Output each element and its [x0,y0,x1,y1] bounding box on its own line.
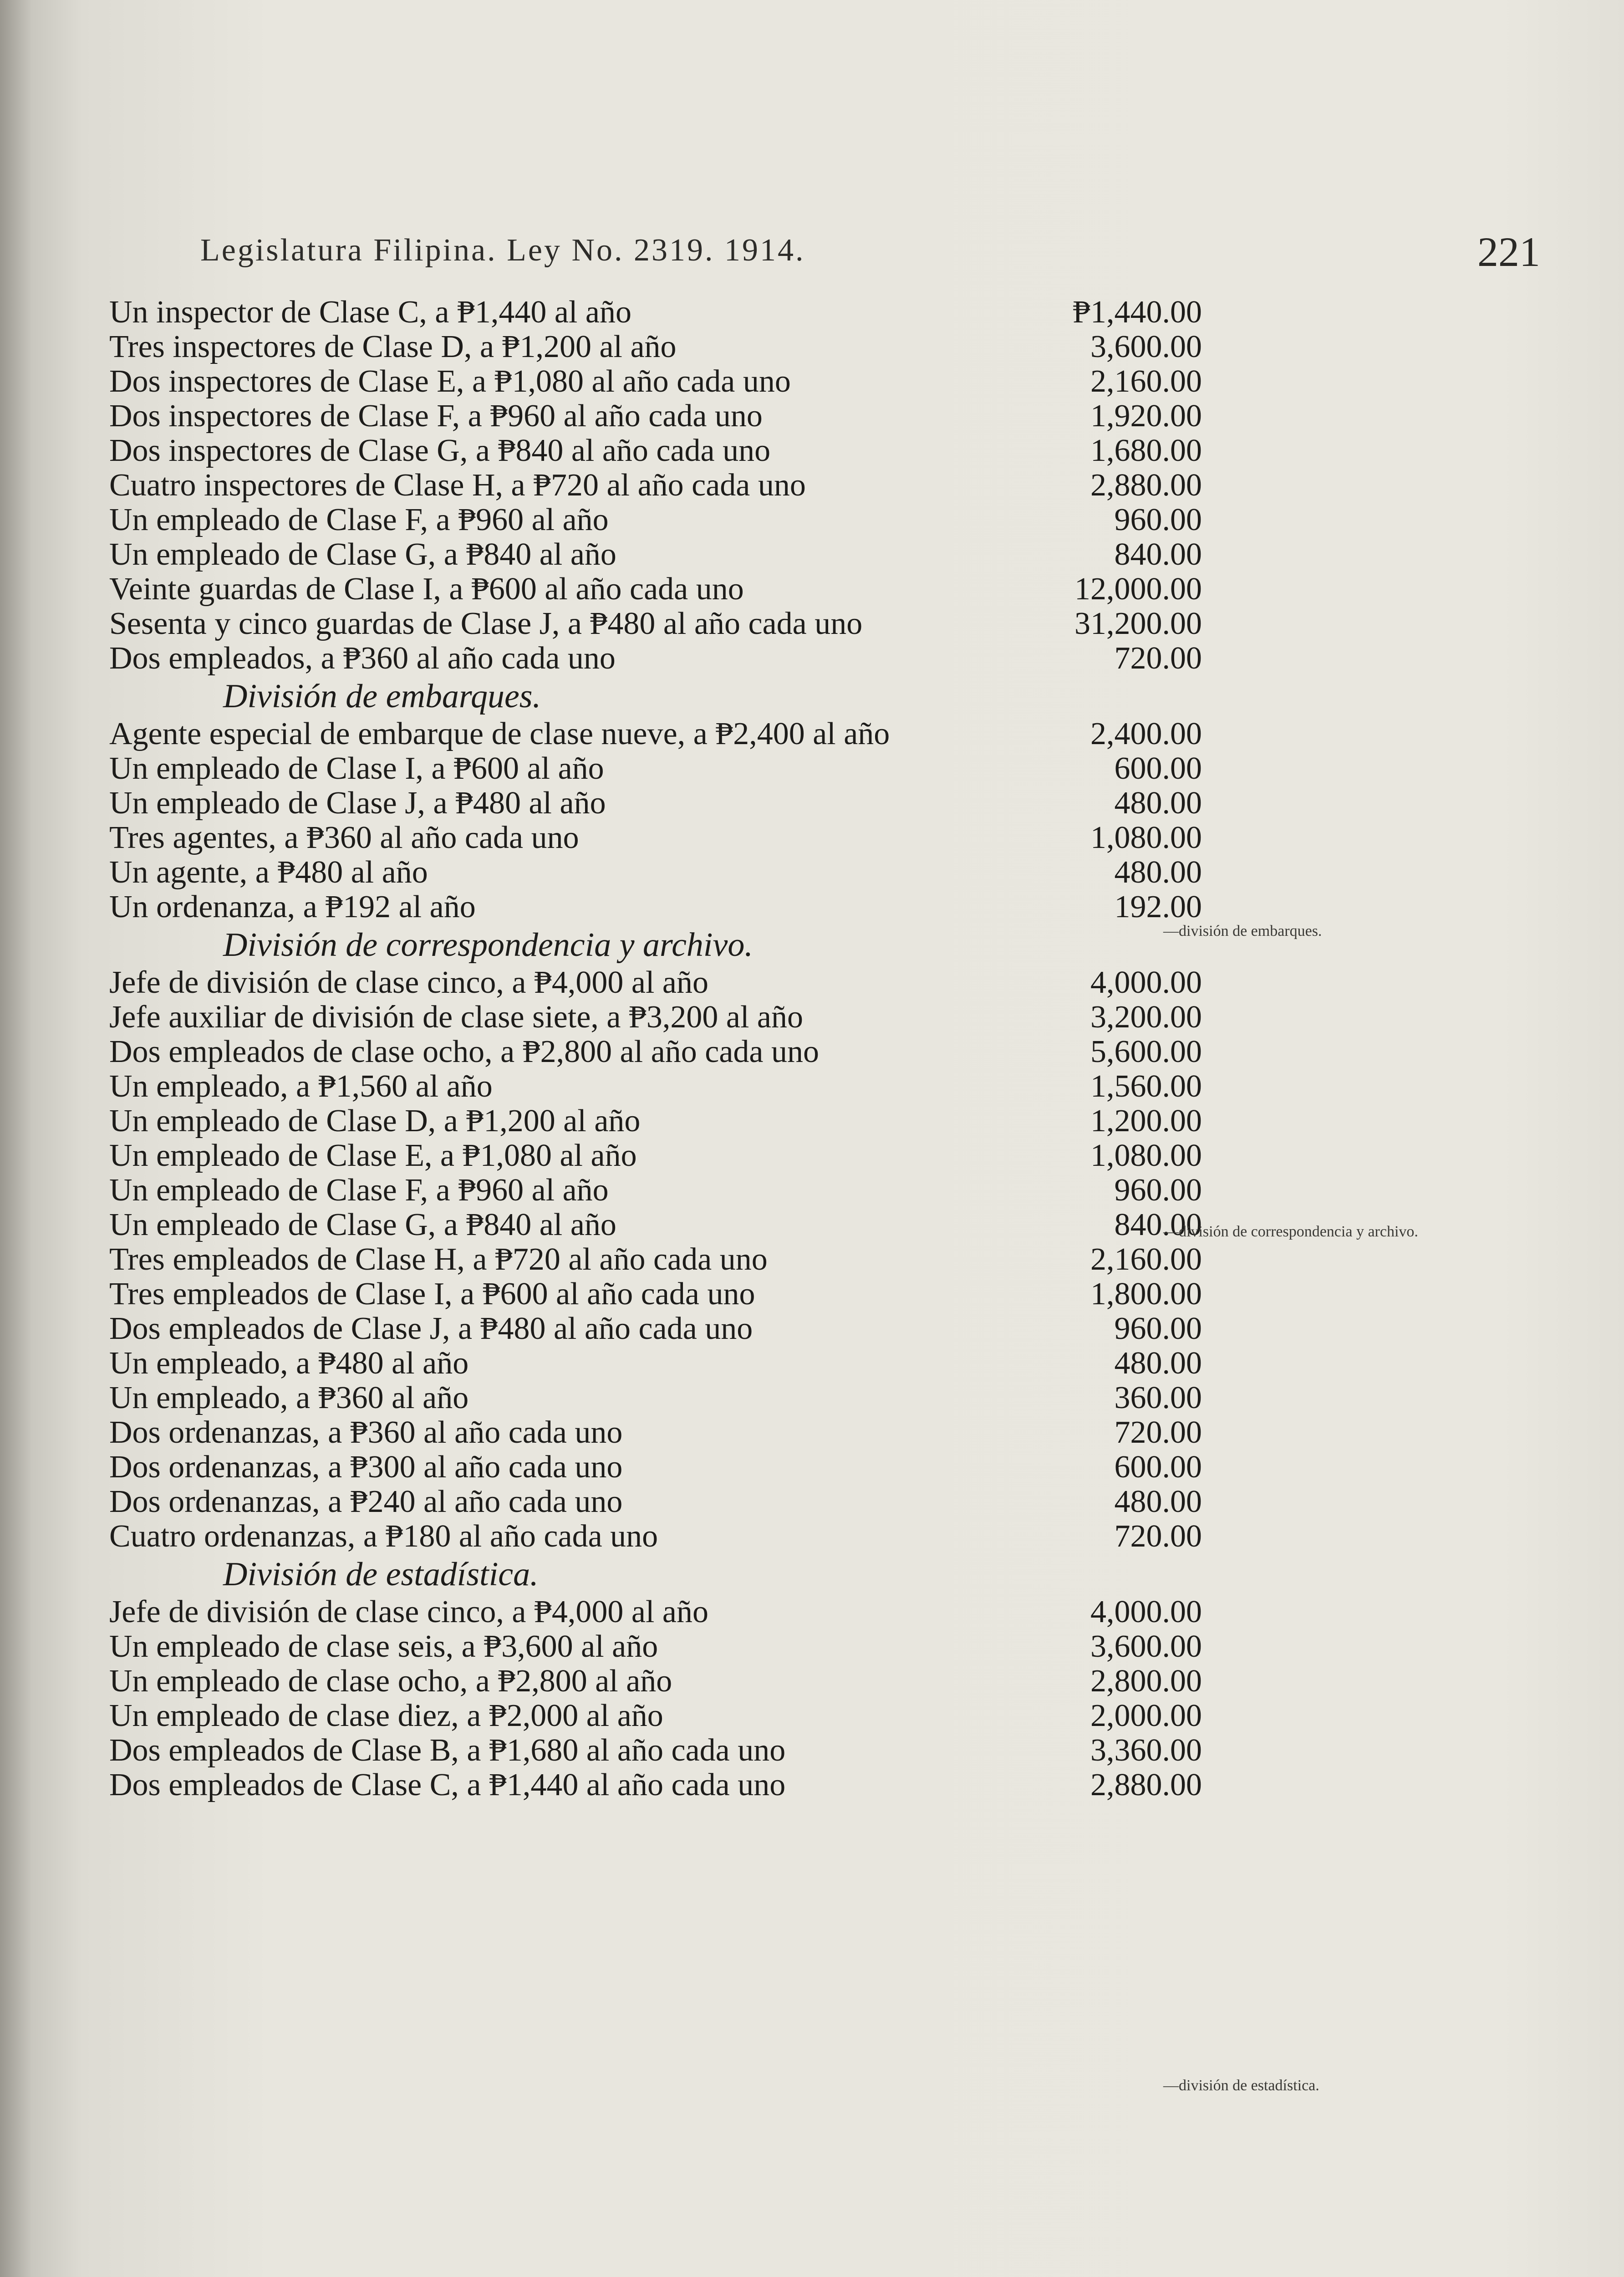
marginal-note: —división de correspondencia y archivo. [1163,1223,1418,1240]
entry-description: Dos empleados de Clase C, a ₱1,440 al año cada uno [109,1767,786,1802]
entry-description: Jefe de división de clase cinco, a ₱4,000 al año [109,965,708,1000]
appropriation-entry [109,890,1202,924]
appropriation-entry [109,1138,1202,1173]
appropriation-entry [109,1312,1202,1346]
appropriation-entry [109,1069,1202,1104]
entry-amount: 600.00 [1114,1450,1202,1485]
entry-amount: 1,680.00 [1090,433,1202,468]
section-heading: División de correspondencia y archivo. [223,926,753,964]
entry-description: Un empleado de Clase F, a ₱960 al año [109,1173,609,1208]
entry-amount: 480.00 [1114,1346,1202,1381]
entry-amount: 12,000.00 [1074,572,1202,607]
appropriation-entry [109,1664,1202,1699]
appropriation-entry [109,399,1202,434]
marginal-note: —división de embarques. [1163,923,1322,939]
entry-description: Un empleado de Clase E, a ₱1,080 al año [109,1138,637,1173]
appropriation-entry [109,364,1202,399]
entry-description: Un empleado de Clase F, a ₱960 al año [109,502,609,537]
entry-description: Un empleado de Clase J, a ₱480 al año [109,786,606,821]
entry-amount: 1,560.00 [1090,1069,1202,1104]
entry-description: Tres inspectores de Clase D, a ₱1,200 al año [109,329,677,364]
entry-amount: 960.00 [1114,1173,1202,1208]
appropriation-entry [109,1035,1202,1069]
entry-amount: 960.00 [1114,502,1202,537]
entry-description: Dos ordenanzas, a ₱240 al año cada uno [109,1484,623,1519]
entry-description: Un empleado de Clase G, a ₱840 al año [109,537,616,572]
entry-description: Un inspector de Clase C, a ₱1,440 al año [109,295,632,330]
appropriation-entry [109,1415,1202,1450]
entry-amount: 3,200.00 [1090,1000,1202,1035]
entry-amount: 840.00 [1114,1207,1202,1242]
entry-amount: 4,000.00 [1090,965,1202,1000]
entry-amount: 960.00 [1114,1311,1202,1346]
appropriation-entry [109,434,1202,468]
entry-description: Sesenta y cinco guardas de Clase J, a ₱480 al año cada uno [109,606,863,641]
entry-description: Jefe auxiliar de división de clase siete, a ₱3,200 al año [109,1000,803,1035]
entry-description: Tres agentes, a ₱360 al año cada uno [109,820,579,855]
entry-amount: 720.00 [1114,641,1202,676]
appropriation-entry [109,1208,1202,1242]
appropriation-entry [109,1768,1202,1802]
entry-description: Veinte guardas de Clase I, a ₱600 al año cada uno [109,572,744,607]
appropriation-entry [109,1450,1202,1485]
appropriation-entry [109,751,1202,786]
entry-amount: 1,080.00 [1090,820,1202,855]
entry-description: Agente especial de embarque de clase nueve, a ₱2,400 al año [109,716,890,751]
entry-amount: 31,200.00 [1074,606,1202,641]
entry-description: Un empleado de clase seis, a ₱3,600 al año [109,1629,658,1664]
entry-amount: 2,000.00 [1090,1698,1202,1733]
entry-amount: 1,200.00 [1090,1103,1202,1138]
appropriation-entry [109,503,1202,537]
appropriation-entry [109,572,1202,607]
running-title: Legislatura Filipina. Ley No. 2319. 1914. [200,233,805,268]
appropriation-entry [109,1733,1202,1768]
entry-amount: 2,880.00 [1090,1767,1202,1802]
entry-amount: 2,160.00 [1090,1242,1202,1277]
section-heading: División de embarques. [223,678,541,715]
appropriation-entry [109,607,1202,641]
appropriation-entry [109,1173,1202,1208]
appropriation-entry [109,855,1202,890]
entry-description: Un empleado de Clase I, a ₱600 al año [109,751,604,786]
page-number: 221 [1477,229,1540,275]
entry-amount: 360.00 [1114,1380,1202,1415]
entry-amount: 2,400.00 [1090,716,1202,751]
entry-amount: 2,880.00 [1090,468,1202,503]
entry-description: Tres empleados de Clase H, a ₱720 al año cada uno [109,1242,768,1277]
entry-description: Un empleado, a ₱360 al año [109,1380,469,1415]
entry-description: Dos inspectores de Clase G, a ₱840 al año cada uno [109,433,771,468]
appropriation-entry [109,1629,1202,1664]
entry-description: Un empleado de Clase D, a ₱1,200 al año [109,1103,641,1138]
entry-amount: 3,600.00 [1090,1629,1202,1664]
appropriation-entry [109,537,1202,572]
appropriation-entry [109,1485,1202,1519]
marginal-note: —división de estadística. [1163,2077,1319,2094]
entry-amount: 3,600.00 [1090,329,1202,364]
appropriation-entry [109,1104,1202,1138]
appropriation-entry [109,1277,1202,1312]
entry-amount: 840.00 [1114,537,1202,572]
entry-amount: 480.00 [1114,786,1202,821]
section-heading: División de estadística. [223,1556,539,1593]
appropriation-entry [109,641,1202,676]
entry-description: Tres empleados de Clase I, a ₱600 al año cada uno [109,1276,755,1312]
appropriation-list [109,295,1202,1802]
appropriation-entry [109,1242,1202,1277]
entry-amount: ₱1,440.00 [1073,295,1202,330]
entry-description: Dos empleados de Clase B, a ₱1,680 al año cada uno [109,1733,786,1768]
appropriation-entry [109,295,1202,330]
entry-amount: 3,360.00 [1090,1733,1202,1768]
entry-amount: 1,800.00 [1090,1276,1202,1312]
appropriation-entry [109,717,1202,751]
entry-description: Dos ordenanzas, a ₱360 al año cada uno [109,1415,623,1450]
entry-amount: 192.00 [1114,889,1202,924]
running-header [200,223,1366,278]
appropriation-entry [109,1519,1202,1554]
appropriation-entry [109,1381,1202,1415]
entry-amount: 480.00 [1114,855,1202,890]
entry-description: Un empleado de clase ocho, a ₱2,800 al año [109,1664,672,1699]
entry-description: Dos empleados, a ₱360 al año cada uno [109,641,616,676]
entry-amount: 720.00 [1114,1415,1202,1450]
entry-description: Dos inspectores de Clase F, a ₱960 al año cada uno [109,398,763,434]
entry-description: Dos empleados de Clase J, a ₱480 al año cada uno [109,1311,753,1346]
entry-amount: 2,160.00 [1090,364,1202,399]
entry-amount: 2,800.00 [1090,1664,1202,1699]
appropriation-entry [109,1699,1202,1733]
appropriation-entry [109,821,1202,855]
appropriation-entry [109,1346,1202,1381]
appropriation-entry [109,1595,1202,1629]
entry-amount: 720.00 [1114,1519,1202,1554]
appropriation-entry [109,786,1202,821]
appropriation-entry [109,1000,1202,1035]
entry-description: Dos ordenanzas, a ₱300 al año cada uno [109,1450,623,1485]
entry-description: Un ordenanza, a ₱192 al año [109,889,476,924]
entry-description: Un agente, a ₱480 al año [109,855,428,890]
appropriation-entry [109,468,1202,503]
entry-amount: 1,920.00 [1090,398,1202,434]
entry-description: Un empleado de clase diez, a ₱2,000 al año [109,1698,663,1733]
appropriation-entry [109,330,1202,364]
entry-description: Jefe de división de clase cinco, a ₱4,000 al año [109,1594,708,1629]
entry-amount: 1,080.00 [1090,1138,1202,1173]
entry-description: Cuatro ordenanzas, a ₱180 al año cada uno [109,1519,658,1554]
entry-amount: 5,600.00 [1090,1034,1202,1069]
entry-amount: 480.00 [1114,1484,1202,1519]
entry-description: Dos inspectores de Clase E, a ₱1,080 al año cada uno [109,364,791,399]
entry-description: Un empleado de Clase G, a ₱840 al año [109,1207,616,1242]
entry-amount: 600.00 [1114,751,1202,786]
entry-amount: 4,000.00 [1090,1594,1202,1629]
entry-description: Cuatro inspectores de Clase H, a ₱720 al año cada uno [109,468,806,503]
appropriation-entry [109,965,1202,1000]
entry-description: Un empleado, a ₱1,560 al año [109,1069,493,1104]
entry-description: Dos empleados de clase ocho, a ₱2,800 al año cada uno [109,1034,819,1069]
entry-description: Un empleado, a ₱480 al año [109,1346,469,1381]
